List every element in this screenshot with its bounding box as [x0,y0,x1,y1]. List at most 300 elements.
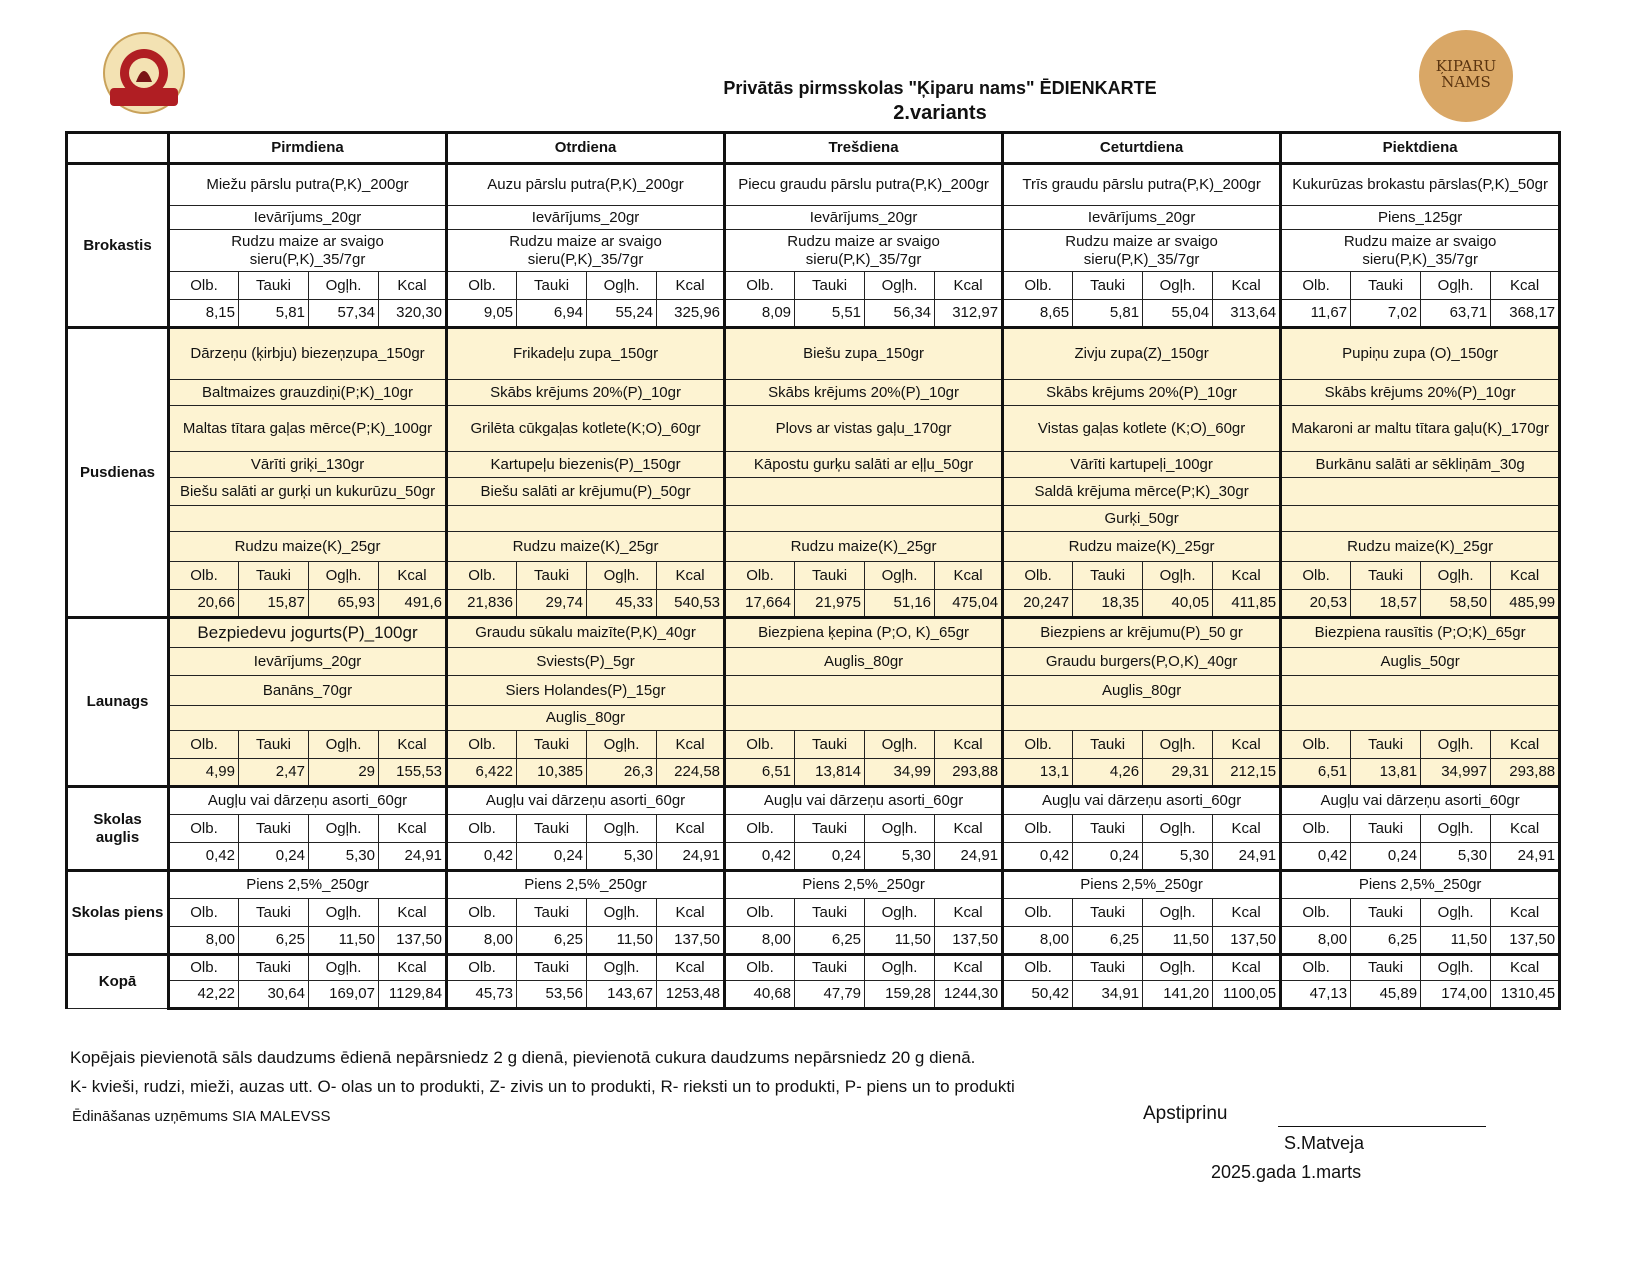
nutrient-label: Olb. [725,272,795,300]
table-row [67,478,1560,506]
nutrient-value: 45,33 [587,590,657,618]
dish-cell: Skābs krējums 20%(P)_10gr [1003,380,1281,406]
nutrient-value: 20,53 [1281,590,1351,618]
table-row [67,328,1560,380]
table-row [67,899,1560,927]
dish-cell: Skābs krējums 20%(P)_10gr [447,380,725,406]
nutrient-value: 24,91 [1213,843,1281,871]
day-header: Otrdiena [447,133,725,164]
nutrient-label: Tauki [795,562,865,590]
nutrient-value: 137,50 [1213,927,1281,955]
dish-cell: Auglis_80gr [1003,676,1281,706]
dish-cell: Rudzu maize(K)_25gr [169,532,447,562]
nutrient-value: 57,34 [309,300,379,328]
day-header: Trešdiena [725,133,1003,164]
kiparu-nams-logo-text: ĶIPARU NAMS [1435,57,1497,91]
table-row [67,406,1560,452]
dish-cell: Auglis_50gr [1281,648,1560,676]
nutrient-label: Kcal [1213,731,1281,759]
nutrient-label: Tauki [1351,562,1421,590]
dish-cell: Piens 2,5%_250gr [725,871,1003,899]
nutrient-label: Kcal [657,899,725,927]
nutrient-value: 312,97 [935,300,1003,328]
nutrient-value: 63,71 [1421,300,1491,328]
nutrient-value: 6,94 [517,300,587,328]
nutrient-value: 137,50 [657,927,725,955]
nutrient-label: Kcal [657,815,725,843]
nutrient-value: 0,42 [1003,843,1073,871]
nutrient-value: 11,67 [1281,300,1351,328]
total-value: 1310,45 [1491,981,1560,1009]
dish-cell: Rudzu maize ar svaigo sieru(P,K)_35/7gr [725,230,1003,272]
nutrient-value: 6,25 [1351,927,1421,955]
dish-cell [1281,706,1560,731]
nutrient-value: 0,42 [725,843,795,871]
total-value: 42,22 [169,981,239,1009]
nutrient-label: Olb. [447,955,517,981]
dish-cell: Augļu vai dārzeņu asorti_60gr [1003,787,1281,815]
nutrient-value: 293,88 [935,759,1003,787]
nutrient-value: 224,58 [657,759,725,787]
nutrient-value: 540,53 [657,590,725,618]
nutrient-value: 5,81 [239,300,309,328]
nutrient-label: Olb. [169,955,239,981]
dish-cell: Graudu sūkalu maizīte(P,K)_40gr [447,618,725,648]
nutrient-label: Olb. [725,899,795,927]
dish-cell: Plovs ar vistas gaļu_170gr [725,406,1003,452]
nutrient-label: Tauki [239,731,309,759]
dish-cell: Makaroni ar maltu tītara gaļu(K)_170gr [1281,406,1560,452]
nutrient-label: Olb. [1281,731,1351,759]
nutrient-label: Tauki [517,731,587,759]
meal-label [67,871,169,955]
nutrient-value: 26,3 [587,759,657,787]
nutrient-value: 20,247 [1003,590,1073,618]
nutrient-value: 320,30 [379,300,447,328]
dish-cell: Burkānu salāti ar sēkliņām_30g [1281,452,1560,478]
nutrient-value: 0,42 [447,843,517,871]
nutrient-value: 11,50 [587,927,657,955]
table-row [67,815,1560,843]
nutrient-value: 411,85 [1213,590,1281,618]
dish-cell: Augļu vai dārzeņu asorti_60gr [169,787,447,815]
dish-cell: Augļu vai dārzeņu asorti_60gr [1281,787,1560,815]
dish-cell: Biezpiena rausītis (P;O;K)_65gr [1281,618,1560,648]
nutrient-value: 293,88 [1491,759,1560,787]
dish-cell: Rudzu maize(K)_25gr [447,532,725,562]
dish-cell: Ievārījums_20gr [169,648,447,676]
nutrient-label: Tauki [795,731,865,759]
nutrient-value: 0,24 [1351,843,1421,871]
nutrient-value: 11,50 [1143,927,1213,955]
nutrient-label: Olb. [1003,955,1073,981]
table-row [67,676,1560,706]
nutrient-label: Ogļh. [1143,815,1213,843]
nutrient-value: 137,50 [1491,927,1560,955]
dish-cell: Graudu burgers(P,O,K)_40gr [1003,648,1281,676]
table-row [67,618,1560,648]
nutrient-label: Tauki [517,955,587,981]
nutrient-label: Kcal [1213,562,1281,590]
total-label: Kopā [67,955,169,1009]
nutrient-label: Ogļh. [1421,899,1491,927]
menu-body [67,133,1560,1009]
dish-cell: Kāpostu gurķu salāti ar eļļu_50gr [725,452,1003,478]
nutrient-value: 212,15 [1213,759,1281,787]
menu-table [65,131,1561,1010]
dish-cell [447,506,725,532]
total-value: 169,07 [309,981,379,1009]
nutrient-value: 0,24 [1073,843,1143,871]
table-row [67,300,1560,328]
dish-cell: Dārzeņu (ķirbju) biezeņzupa_150gr [169,328,447,380]
nutrient-label: Ogļh. [865,731,935,759]
nutrient-value: 17,664 [725,590,795,618]
nutrient-value: 10,385 [517,759,587,787]
nutrient-value: 8,00 [725,927,795,955]
nutrient-label: Tauki [1073,272,1143,300]
dish-cell: Biezpiens ar krējumu(P)_50 gr [1003,618,1281,648]
dish-cell [725,676,1003,706]
nutrient-label: Tauki [1073,562,1143,590]
nutrient-label: Ogļh. [1421,955,1491,981]
dish-cell: Piecu graudu pārslu putra(P,K)_200gr [725,164,1003,206]
dish-cell: Biezpiena ķepina (P;O, K)_65gr [725,618,1003,648]
dish-cell: Vārīti griķi_130gr [169,452,447,478]
total-value: 174,00 [1421,981,1491,1009]
day-header: Ceturtdiena [1003,133,1281,164]
nutrient-value: 11,50 [865,927,935,955]
meal-label: Brokastis [67,164,169,328]
nutrient-label: Olb. [169,272,239,300]
dish-cell: Rudzu maize(K)_25gr [725,532,1003,562]
nutrient-value: 6,25 [795,927,865,955]
table-row [67,955,1560,981]
nutrient-value: 13,814 [795,759,865,787]
day-header: Piektdiena [1281,133,1560,164]
nutrient-value: 11,50 [309,927,379,955]
nutrient-label: Tauki [795,955,865,981]
nutrient-label: Kcal [1213,272,1281,300]
nutrient-value: 29,74 [517,590,587,618]
nutrient-value: 5,51 [795,300,865,328]
nutrient-label: Tauki [795,899,865,927]
table-row [67,927,1560,955]
nutrient-label: Olb. [725,731,795,759]
total-value: 1129,84 [379,981,447,1009]
nutrient-label: Olb. [447,815,517,843]
dish-cell: Rudzu maize ar svaigo sieru(P,K)_35/7gr [1003,230,1281,272]
dish-cell: Ievārījums_20gr [447,206,725,230]
meal-label-part: auglis [95,828,140,846]
nutrient-label: Kcal [657,955,725,981]
meal-label-part: Skolas [93,810,142,828]
dish-cell: Frikadeļu zupa_150gr [447,328,725,380]
nutrient-label: Tauki [239,272,309,300]
dish-cell: Auglis_80gr [725,648,1003,676]
nutrient-label: Olb. [447,899,517,927]
dish-cell [1281,676,1560,706]
nutrient-label: Kcal [935,272,1003,300]
total-value: 34,91 [1073,981,1143,1009]
corner-cell [67,133,169,164]
nutrient-value: 29 [309,759,379,787]
table-row [67,706,1560,731]
nutrient-label: Olb. [1281,815,1351,843]
nutrient-value: 24,91 [1491,843,1560,871]
table-row [67,133,1560,164]
nutrient-value: 5,30 [1143,843,1213,871]
dish-cell [169,506,447,532]
nutrient-label: Kcal [379,562,447,590]
meal-label-part: Skolas piens [71,903,164,921]
nutrient-value: 6,25 [1073,927,1143,955]
nutrient-label: Kcal [657,731,725,759]
nutrient-label: Kcal [1491,731,1560,759]
nutrient-value: 2,47 [239,759,309,787]
dish-cell: Ievārījums_20gr [725,206,1003,230]
dish-cell: Miežu pārslu putra(P,K)_200gr [169,164,447,206]
dish-cell: Vārīti kartupeļi_100gr [1003,452,1281,478]
nutrient-value: 24,91 [657,843,725,871]
total-value: 1244,30 [935,981,1003,1009]
nutrient-value: 24,91 [379,843,447,871]
page-subtitle: 2.variants [893,102,987,124]
nutrient-value: 0,42 [1281,843,1351,871]
nutrient-label: Kcal [935,955,1003,981]
nutrient-label: Ogļh. [1143,731,1213,759]
nutrient-label: Kcal [1491,899,1560,927]
nutrient-label: Olb. [725,562,795,590]
nutrient-value: 56,34 [865,300,935,328]
dish-cell: Rudzu maize ar svaigo sieru(P,K)_35/7gr [169,230,447,272]
nutrient-label: Kcal [1491,815,1560,843]
nutrient-label: Kcal [935,562,1003,590]
nutrient-value: 6,25 [517,927,587,955]
nutrient-label: Ogļh. [309,562,379,590]
dish-cell [725,478,1003,506]
nutrient-value: 24,91 [935,843,1003,871]
nutrient-value: 6,25 [239,927,309,955]
nutrient-label: Olb. [169,731,239,759]
dish-cell: Auzu pārslu putra(P,K)_200gr [447,164,725,206]
nutrient-label: Olb. [1281,562,1351,590]
table-row [67,731,1560,759]
dish-cell: Biešu salāti ar gurķi un kukurūzu_50gr [169,478,447,506]
total-value: 40,68 [725,981,795,1009]
nutrient-label: Ogļh. [1421,815,1491,843]
nutrient-label: Kcal [935,815,1003,843]
nutrient-label: Olb. [169,562,239,590]
dish-cell [1003,706,1281,731]
nutrient-label: Ogļh. [1421,731,1491,759]
nutrient-value: 8,00 [447,927,517,955]
nutrient-value: 8,65 [1003,300,1073,328]
table-row [67,452,1560,478]
nutrient-label: Olb. [1003,562,1073,590]
nutrient-label: Tauki [1351,815,1421,843]
table-row [67,164,1560,206]
nutrient-label: Tauki [239,899,309,927]
table-row [67,590,1560,618]
nutrient-label: Ogļh. [587,815,657,843]
nutrient-value: 7,02 [1351,300,1421,328]
dish-cell: Biešu zupa_150gr [725,328,1003,380]
nutrient-label: Tauki [1351,731,1421,759]
nutrient-value: 0,24 [795,843,865,871]
nutrient-label: Kcal [1213,899,1281,927]
signer-name: S.Matveja [1284,1133,1365,1153]
nutrient-value: 13,81 [1351,759,1421,787]
salt-sugar-note: Kopējais pievienotā sāls daudzums ēdienā nepārsniedz 2 g dienā, pievienotā cukura daudzums nepārsniedz 20 g dienā. [70,1048,976,1067]
signature-line [1278,1126,1486,1127]
meal-label [67,787,169,871]
approve-label: Apstiprinu [1143,1103,1228,1124]
dish-cell: Biešu salāti ar krējumu(P)_50gr [447,478,725,506]
nutrient-label: Kcal [1491,562,1560,590]
nutrient-label: Ogļh. [865,899,935,927]
nutrient-label: Kcal [657,272,725,300]
nutrient-value: 21,975 [795,590,865,618]
dish-cell: Ievārījums_20gr [1003,206,1281,230]
nutrient-label: Ogļh. [587,955,657,981]
nutrient-label: Olb. [1003,815,1073,843]
nutrient-label: Kcal [1213,815,1281,843]
nutrient-label: Kcal [379,272,447,300]
dish-cell: Piens 2,5%_250gr [1003,871,1281,899]
nutrient-label: Ogļh. [865,815,935,843]
nutrient-value: 18,57 [1351,590,1421,618]
nutrient-label: Ogļh. [587,731,657,759]
nutrient-label: Ogļh. [1421,272,1491,300]
total-value: 47,79 [795,981,865,1009]
nutrient-value: 0,24 [517,843,587,871]
day-header: Pirmdiena [169,133,447,164]
nutrient-value: 6,51 [1281,759,1351,787]
nutrient-value: 58,50 [1421,590,1491,618]
nutrient-value: 29,31 [1143,759,1213,787]
nutrient-value: 155,53 [379,759,447,787]
nutrient-value: 5,30 [309,843,379,871]
dish-cell: Sviests(P)_5gr [447,648,725,676]
dish-cell: Rudzu maize(K)_25gr [1281,532,1560,562]
approval-date: 2025.gada 1.marts [1211,1162,1362,1182]
dish-cell: Siers Holandes(P)_15gr [447,676,725,706]
total-value: 143,67 [587,981,657,1009]
nutrient-value: 9,05 [447,300,517,328]
dish-cell: Kartupeļu biezenis(P)_150gr [447,452,725,478]
table-row [67,562,1560,590]
dish-cell: Piens 2,5%_250gr [1281,871,1560,899]
nutrient-label: Olb. [1003,272,1073,300]
nutrient-value: 34,99 [865,759,935,787]
nutrient-value: 137,50 [935,927,1003,955]
dish-cell: Kukurūzas brokastu pārslas(P,K)_50gr [1281,164,1560,206]
nutrient-value: 51,16 [865,590,935,618]
nutrient-value: 18,35 [1073,590,1143,618]
nutrient-label: Olb. [447,562,517,590]
dish-cell: Rudzu maize ar svaigo sieru(P,K)_35/7gr [1281,230,1560,272]
total-value: 159,28 [865,981,935,1009]
nutrient-label: Tauki [795,815,865,843]
dish-cell: Trīs graudu pārslu putra(P,K)_200gr [1003,164,1281,206]
nutrient-label: Tauki [1073,899,1143,927]
nutrient-label: Ogļh. [587,899,657,927]
nutrient-label: Ogļh. [587,272,657,300]
nutrient-value: 21,836 [447,590,517,618]
nutrient-label: Ogļh. [865,955,935,981]
table-row [67,843,1560,871]
nutrient-value: 55,24 [587,300,657,328]
nutrient-label: Tauki [239,955,309,981]
dish-cell: Grilēta cūkgaļas kotlete(K;O)_60gr [447,406,725,452]
nutrient-value: 4,99 [169,759,239,787]
nutrient-label: Ogļh. [1143,562,1213,590]
nutrient-value: 55,04 [1143,300,1213,328]
total-value: 47,13 [1281,981,1351,1009]
dish-cell: Skābs krējums 20%(P)_10gr [725,380,1003,406]
dish-cell: Auglis_80gr [447,706,725,731]
dish-cell: Gurķi_50gr [1003,506,1281,532]
nutrient-value: 65,93 [309,590,379,618]
nutrient-label: Kcal [935,899,1003,927]
nutrient-label: Tauki [1351,899,1421,927]
nutrient-value: 5,30 [587,843,657,871]
table-row [67,648,1560,676]
nutrient-value: 5,81 [1073,300,1143,328]
nutrient-label: Olb. [169,899,239,927]
dish-cell: Vistas gaļas kotlete (K;O)_60gr [1003,406,1281,452]
nutrient-label: Ogļh. [1143,272,1213,300]
total-value: 30,64 [239,981,309,1009]
dish-cell: Piens 2,5%_250gr [169,871,447,899]
dish-cell: Banāns_70gr [169,676,447,706]
nutrient-label: Olb. [725,955,795,981]
nutrient-label: Tauki [1073,955,1143,981]
dish-cell: Ievārījums_20gr [169,206,447,230]
nutrient-value: 4,26 [1073,759,1143,787]
nutrient-label: Ogļh. [309,955,379,981]
table-row [67,532,1560,562]
nutrient-label: Tauki [1073,815,1143,843]
dish-cell: Saldā krējuma mērce(P;K)_30gr [1003,478,1281,506]
nutrient-value: 491,6 [379,590,447,618]
nutrient-value: 40,05 [1143,590,1213,618]
nutrient-value: 137,50 [379,927,447,955]
nutrient-label: Ogļh. [309,815,379,843]
nutrient-label: Kcal [657,562,725,590]
nutrient-label: Ogļh. [865,272,935,300]
dish-cell [725,506,1003,532]
nutrient-label: Ogļh. [1421,562,1491,590]
nutrient-label: Olb. [447,272,517,300]
total-value: 141,20 [1143,981,1213,1009]
nutrient-value: 325,96 [657,300,725,328]
nutrient-label: Kcal [379,815,447,843]
dish-cell [1281,506,1560,532]
dish-cell: Rudzu maize ar svaigo sieru(P,K)_35/7gr [447,230,725,272]
nutrient-label: Ogļh. [309,272,379,300]
nutrient-label: Ogļh. [309,899,379,927]
dish-cell: Zivju zupa(Z)_150gr [1003,328,1281,380]
meal-label: Pusdienas [67,328,169,618]
nutrient-label: Ogļh. [587,562,657,590]
caterer-name: Ēdināšanas uzņēmums SIA MALEVSS [72,1108,331,1125]
allergen-legend: K- kvieši, rudzi, mieži, auzas utt. O- olas un to produkti, Z- zivis un to produkti, R- rieksti un to produkti, P- piens un to produkti [70,1077,1015,1096]
table-row [67,506,1560,532]
nutrient-value: 313,64 [1213,300,1281,328]
dish-cell: Bezpiedevu jogurts(P)_100gr [169,618,447,648]
